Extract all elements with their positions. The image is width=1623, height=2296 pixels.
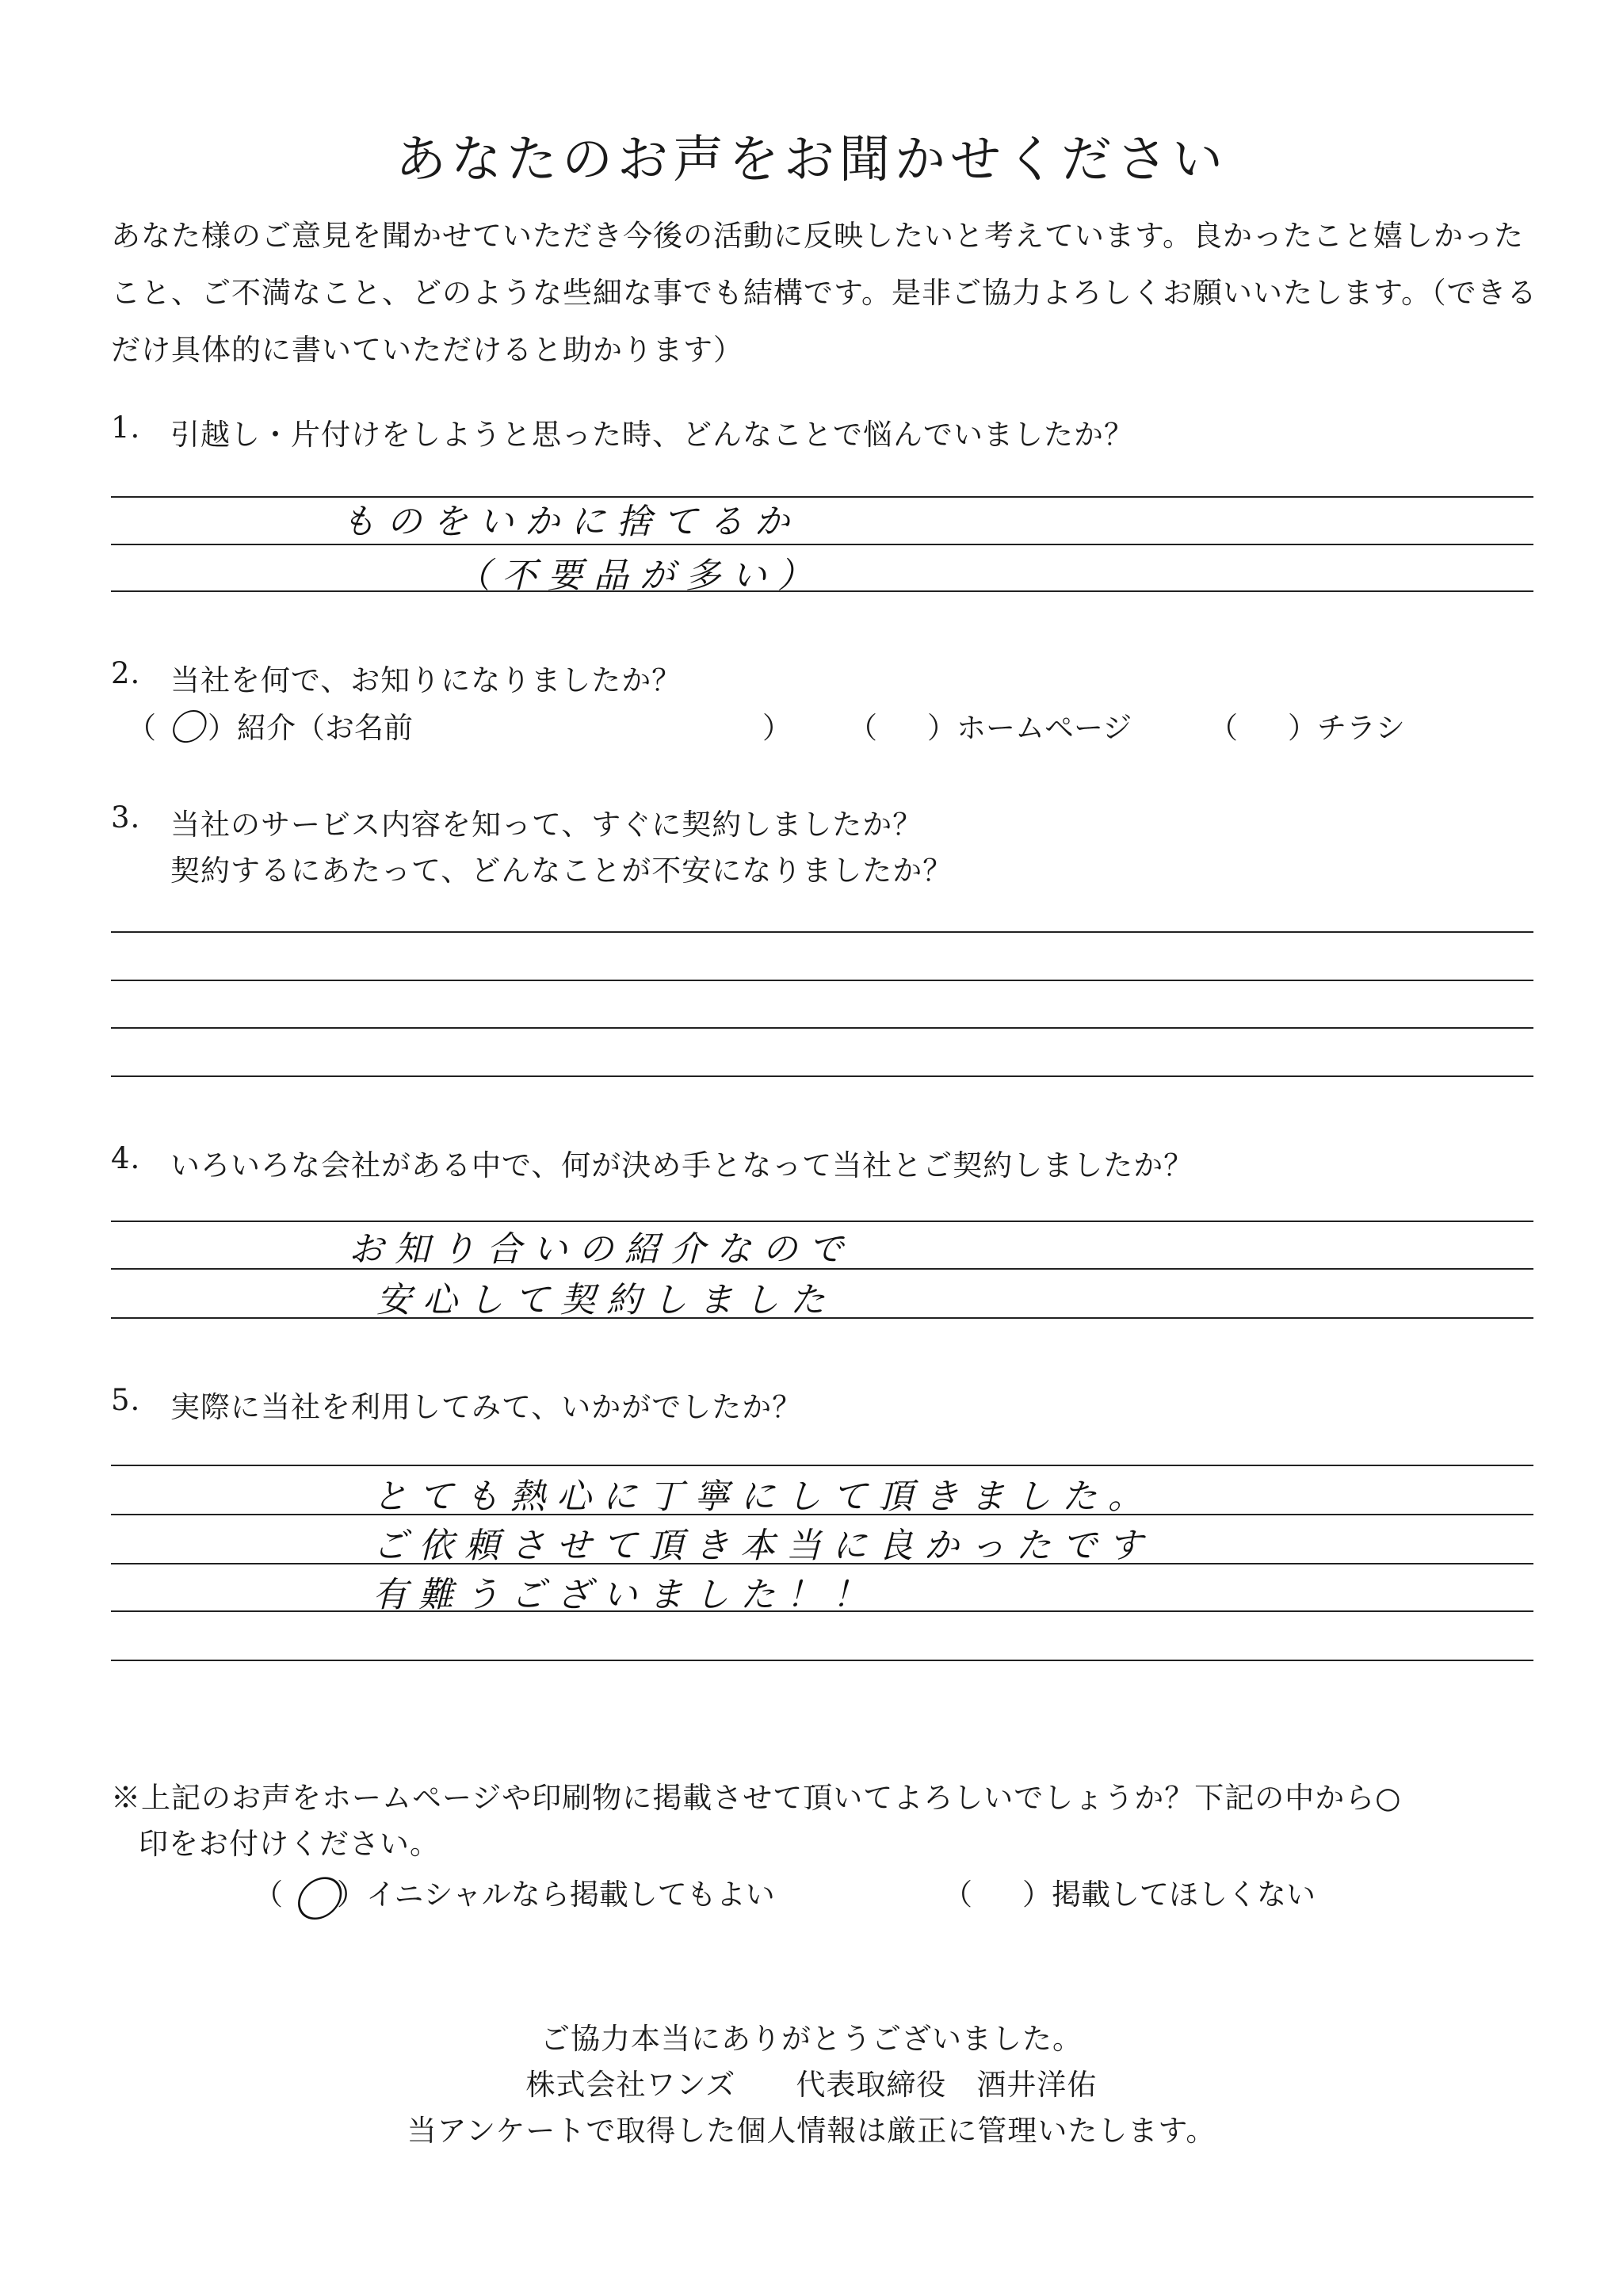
consent-initials-open-paren: （	[254, 1878, 283, 1912]
intro-paragraph: あなた様のご意見を聞かせていただき今後の活動に反映したいと考えています。良かったこと嬉しかったこと、ご不満なこと、どのような些細な事でも結構です。是非ご協力よろしくお願いいたします。（できるだけ具体的に書いていただけると助かります）	[111, 219, 1537, 367]
consent-decline-option[interactable]: ）掲載してほしくない	[1022, 1878, 1316, 1912]
q4-handwritten-answer-1: お知り合いの紹介なので	[349, 1229, 854, 1270]
q2-flyer-option[interactable]: ）チラシ	[1288, 711, 1405, 745]
q2-referral-close-paren: ）	[762, 711, 792, 745]
consent-initials-circle-mark: 〇	[292, 1873, 339, 1928]
q2-referral-circle-mark: 〇	[168, 706, 204, 749]
consent-question-line1: ※上記のお声をホームページや印刷物に掲載させて頂いてよろしいでしょうか？下記の中から○	[111, 1781, 1402, 1815]
q5-handwritten-answer-1: とても熱心に丁寧にして頂きました。	[372, 1477, 1154, 1517]
q2-referral-open-paren: （	[127, 711, 156, 745]
consent-initials-option[interactable]: ）イニシャルなら掲載してもよい	[337, 1878, 775, 1912]
q5-handwritten-answer-3: 有難うございました！！	[372, 1575, 878, 1615]
footer-thanks: ご協力本当にありがとうございました。	[540, 2022, 1083, 2056]
footer-privacy-notice: 当アンケートで取得した個人情報は厳正に管理いたします。	[407, 2114, 1216, 2148]
q1-handwritten-answer-1: ものをいかに捨てるか	[341, 502, 800, 542]
q3-question-line1: 当社のサービス内容を知って、すぐに契約しましたか？	[170, 808, 923, 842]
q5-answer-line	[111, 1465, 1533, 1466]
q5-handwritten-answer-2: ご依頼させて頂き本当に良かったです	[372, 1526, 1154, 1566]
q4-question: いろいろな会社がある中で、何が決め手となって当社とご契約しましたか？	[170, 1148, 1194, 1182]
q2-referral-option[interactable]: ）紹介（お名前	[208, 711, 413, 745]
q3-answer-line	[111, 1027, 1533, 1029]
q1-handwritten-answer-2: （不要品が多い）	[456, 556, 823, 596]
q5-answer-line	[111, 1660, 1533, 1661]
consent-question-line2: 印をお付けください。	[139, 1827, 440, 1861]
q2-number: 2.	[111, 656, 141, 690]
q4-handwritten-answer-2: 安心して契約しました	[376, 1280, 836, 1320]
q1-question: 引越し・片付けをしようと思った時、どんなことで悩んでいましたか？	[170, 418, 1134, 452]
q3-answer-line	[111, 1075, 1533, 1077]
q1-answer-line	[111, 544, 1533, 545]
q4-number: 4.	[111, 1141, 141, 1175]
q5-question: 実際に当社を利用してみて、いかがでしたか？	[170, 1390, 803, 1424]
q2-question: 当社を何で、お知りになりましたか？	[170, 663, 682, 697]
q2-homepage-option[interactable]: ）ホームページ	[927, 711, 1132, 745]
q3-question-line2: 契約するにあたって、どんなことが不安になりましたか？	[170, 854, 953, 888]
q2-homepage-open-paren: （	[848, 711, 877, 745]
q3-answer-line	[111, 931, 1533, 933]
q3-number: 3.	[111, 800, 141, 835]
q5-number: 5.	[111, 1383, 141, 1417]
q1-number: 1.	[111, 411, 141, 445]
q1-answer-line	[111, 496, 1533, 498]
footer-company-signature: 株式会社ワンズ 代表取締役 酒井洋佑	[525, 2068, 1098, 2102]
page-title: あなたのお声をお聞かせください	[395, 131, 1228, 189]
consent-decline-open-paren: （	[943, 1878, 972, 1912]
q3-answer-line	[111, 980, 1533, 981]
q2-flyer-open-paren: （	[1209, 711, 1238, 745]
